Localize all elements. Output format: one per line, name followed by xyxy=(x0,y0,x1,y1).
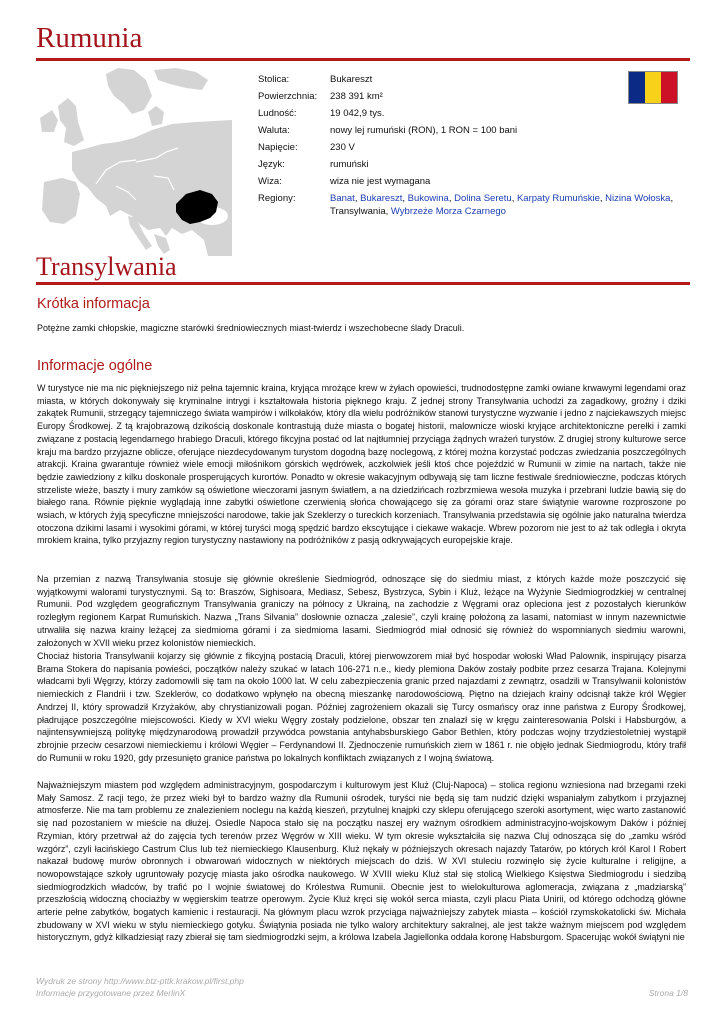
info-value: wiza nie jest wymagana xyxy=(330,176,431,187)
info-label: Waluta: xyxy=(258,125,290,136)
region-link-nizina-woloska[interactable]: Nizina Wołoska xyxy=(605,193,671,204)
info-row-language xyxy=(258,158,698,171)
info-label: Wiza: xyxy=(258,176,282,187)
info-row-voltage xyxy=(258,141,698,154)
info-row-population xyxy=(258,107,698,120)
footer-page-number: Strona 1/8 xyxy=(648,988,688,998)
info-label: Stolica: xyxy=(258,74,290,85)
flag-stripe-blue xyxy=(629,72,645,103)
region-link-karpaty[interactable]: Karpaty Rumuńskie xyxy=(516,193,600,204)
info-value: 19 042,9 tys. xyxy=(330,108,385,119)
info-label: Język: xyxy=(258,159,285,170)
general-info-paragraph-1: W turystyce nie ma nic piękniejszego niż pełna tajemnic kraina, kryjąca mrożące krew w żyłach opowieści, trudnodostępne zamki owiane krwawymi legendami oraz miasta, w których dokonywały się kryminalne intrygi i kształtowała historia pięknego kraju. Z jednej strony Transylwania uchodzi za zagadkowy, groźny i dziki zakątek Rumunii, strzegący tajemniczego świata wampirów i wilkołaków, który dla wielu podróżników stanowi turystyczne wyzwanie i jedno z najciekawszych miejsc Europy Środkowej. Z tą krajobrazową dzikością doskonale kontrastują duże miasta o bogatej historii, malownicze wioski kryjące architektoniczne perełki i zamki związane z postacią legendarnego hrabiego Draculi, którego fikcyjna postać od lat najtłumniej przyciąga żądnych wrażeń turystów. Z drugiej strony kulturowe serce kraju ma bardzo przyjazne oblicze, oferujące niezdecydowanym turystom dogodną bazę noclegową, z której można korzystać podczas zwiedzania poszczególnych atrakcji. Kraina gwarantuje również wiele emocji miłośnikom górskich wędrówek, aczkolwiek jeśli ktoś chce pojeździć w Rumunii w zimie na nartach, także nie będzie zawiedziony z kilku doskonale prosperujących kurortów. Ponadto w okresie wakacyjnym odbywają się tam liczne festiwale średniowieczne, podczas których strzeliste wieże, baszty i mury zamków są oświetlone wieczorami jasnym światłem, a na dziedzińcach rozbrzmiewa wesoła muzyka i przebrani ludzie bawią się do białego rana. Równie pięknie wyglądają inne zabytki oświetlone czerwienią słońca chowającego się za górami oraz stare świątynie warowne rozproszone po wsiach, w których żyją specyficzne mniejszości narodowe, takie jak Szeklerzy o tureckich korzeniach. Transylwania przedstawia się ogólnie jako naturalna twierdza otoczona dzikimi lasami i wysokimi górami, w której turyści mogą spędzić bardzo ekscytujące i ciekawe wakacje. Wbrew pozorom nie jest to aż tak odległa i okryta mrokiem kraina, tylko przyjazny region turystyczny nastawiony na podróżników z pasją odkrywających europejskie kraje. xyxy=(37,383,686,546)
region-link-bukareszt[interactable]: Bukareszt xyxy=(360,193,403,204)
info-value: 238 391 km² xyxy=(330,91,383,102)
footer-prepared-by: Informacje przygotowane przez MerlinX xyxy=(36,988,186,998)
info-value: 230 V xyxy=(330,142,355,153)
romania-flag xyxy=(628,71,678,104)
info-label: Ludność: xyxy=(258,108,297,119)
title-divider xyxy=(36,58,690,61)
info-label: Napięcie: xyxy=(258,142,298,153)
info-row-currency xyxy=(258,124,698,137)
region-divider xyxy=(36,282,690,285)
regions-list: Banat, Bukareszt, Bukowina, Dolina Seretu, Karpaty Rumuńskie, Nizina Wołoska, Transylwania, Wybrzeże Morza Czarnego xyxy=(330,193,674,217)
region-link-wybrzeze[interactable]: Wybrzeże Morza Czarnego xyxy=(390,206,506,217)
region-link-banat[interactable]: Banat xyxy=(330,193,355,204)
footer-source: Wydruk ze strony http://www.btz-pttk.krakow.pl/first.php xyxy=(36,976,244,986)
info-row-regions xyxy=(258,192,698,218)
info-label: Powierzchnia: xyxy=(258,91,318,102)
info-value: nowy lej rumuński (RON), 1 RON = 100 bani xyxy=(330,125,518,136)
region-link-dolina-seretu[interactable]: Dolina Seretu xyxy=(454,193,512,204)
general-info-paragraph-4: Najważniejszym miastem pod względem administracyjnym, gospodarczym i kulturowym jest Kluż (Cluj-Napoca) – stolica regionu wzniesiona nad brzegami rzeki Mały Samosz. Z racji tego, że przez wieki był to bardzo ważny dla Rumunii ośrodek, turyści nie będą się tam nudzić dzięki wspaniałym zabytkom i przyjaznej atmosferze. Nie ma tam problemu ze znalezieniem noclegu na każdą kieszeń, przytulnej knajpki czy sklepu oferującego szeroki asortyment, więc warto zastanowić się nad pozostaniem w mieście na dłużej. Osiedle Napoca stało się na początku naszej ery ważnym ośrodkiem administracyjno-wojskowym Daków i później Rzymian, który przetrwał aż do zajęcia tych terenów przez Węgrów w XIII wieku. W tym okresie wykształciła się nazwa Cluj odnosząca się do „zamku wśród wzgórz”, czyli łacińskiego Castrum Clus lub też niemieckiego Klausenburg. Kluż nękały w późniejszych okresach najazdy Tatarów, po których król Karol I Robert nakazał budowę murów obronnych i obwarowań widocznych w niektórych miejscach do dziś. W XVI stuleciu rozwinęło się życie kulturalne i religijne, a nowopowstające szkoły ugruntowały pozycję miasta jako ośrodka naukowego. W XVIII wieku Kluż stał się stolicą Wielkiego Księstwa Siedmiogrodu i siedzibą siedmiogrodzkich władców, by trafić po I wojnie światowej do Królestwa Rumunii. Obecnie jest to wielokulturowa aglomeracja, związana z „madziarską” przeszłością widoczną chociażby w węgierskim teatrze operowym. Życie Kluż kręci się wokół serca miasta, czyli placu Piata Unirii, od którego odchodzą główne arterie pełne zabytków, bogatych kamienic i restauracji. Na głównym placu wzrok przyciąga najważniejszy zabytek miasta – kościół rzymskokatolicki św. Michała zbudowany w XVI wieku w stylu niemieckiego gotyku. Świątynia posiada nie tylko walory architektury sakralnej, ale jest także ważnym miejscem pod względem historycznym, gdyż kilkadziesiąt razy zbierał się tam siedmiogrodzki sejm, a królowa Izabela Jagiellonka oddała koronę Habsburgom. Spacerując wokół świątyni nie xyxy=(37,780,686,943)
region-link-bukowina[interactable]: Bukowina xyxy=(407,193,449,204)
general-info-paragraph-2: Na przemian z nazwą Transylwania stosuje się głównie określenie Siedmiogród, odnoszące się do siedmiu miast, z których każde może poszczycić się wyjątkowymi walorami turystycznymi. Są to: Braszów, Sighisoara, Mediasz, Sebesz, Bystrzyca, Sybin i Kluż, leżące na Wyżynie Siedmiogrodzkiej w centralnej Rumunii. Pod względem geograficznym Transylwania graniczy na północy z Ukrainą, na zachodzie z Węgrami oraz opleciona jest z pozostałych kierunków rozległym regionem Karpat Rumuńskich. Nazwa „Trans Silvania” dosłownie oznacza „zalesie”, czyli krainę położoną za lasami, natomiast w innym nazewnictwie utrwaliła się nazwa krainy leżącej za siedmioma górami i za siedmioma lasami. Siedmiogród miał odnosić się również do wspomnianych siedmiu warowni, założonych w XVII wieku przez kolonistów niemieckich. xyxy=(37,574,686,648)
page-footer xyxy=(36,975,688,999)
region-transylwania: Transylwania xyxy=(330,206,386,217)
general-info-heading: Informacje ogólne xyxy=(37,358,153,374)
info-value: Bukareszt xyxy=(330,74,373,85)
short-info-heading: Krótka informacja xyxy=(37,296,150,312)
europe-map xyxy=(36,66,232,256)
flag-stripe-red xyxy=(661,72,677,103)
short-info-text: Potężne zamki chłopskie, magiczne starówki średniowiecznych miast-twierdz i wszechobecne ślady Draculi. xyxy=(37,323,465,333)
info-label: Regiony: xyxy=(258,193,296,204)
country-title: Rumunia xyxy=(36,22,143,54)
info-row-visa xyxy=(258,175,698,188)
info-value: rumuński xyxy=(330,159,369,170)
general-info-paragraph-3: Chociaż historia Transylwanii kojarzy się głównie z fikcyjną postacią Draculi, której pierwowzorem miał być hospodar wołoski Wład Palownik, inspirujący pisarza Brama Stokera do napisania powieści, początków należy szukać w latach 106-271 n.e., kiedy plemiona Daków zostały podbite przez cesarza Trajana. Kolejnymi władcami byli Węgrzy, którzy zadomowili się tam na około 1000 lat. W celu zabezpieczenia granic przed najazdami z zewnątrz, osadzili w Transylwanii kolonistów niemieckich z Flandrii i tzw. Szeklerów, co dodatkowo wpłynęło na obecną mieszankę narodowościową. Piętno na dziejach krainy odcisnął także król Węgier Andrzej II, który sprowadził Krzyżaków, aby chrystianizowali pogan. Później zagrożeniem okazali się Turcy osmańscy oraz inne państwa z Europy Środkowej, pładrujące poszczególne miejscowości. Kiedy w XVI wieku Węgry zostały podzielone, obszar ten znalazł się w kręgu zainteresowania Polski i Habsburgów, a najintensywniejszą politykę międzynarodową prowadził przywódca powstania antyhabsburskiego Gabor Bethlen, który podczas wojny trzydziestoletniej wystąpił zbrojnie przeciw cesarzowi niemieckiemu i królowi Węgier – Ferdynandowi II. Zjednoczenie rumuńskich ziem w 1861 r. nie objęło jednak Siedmiogrodu, który trafił do Rumunii w roku 1920, gdy przesunięto granice państwa po lokalnych konfliktach związanych z I wojną światową. xyxy=(37,651,686,763)
flag-stripe-yellow xyxy=(645,72,661,103)
region-title: Transylwania xyxy=(36,252,177,281)
